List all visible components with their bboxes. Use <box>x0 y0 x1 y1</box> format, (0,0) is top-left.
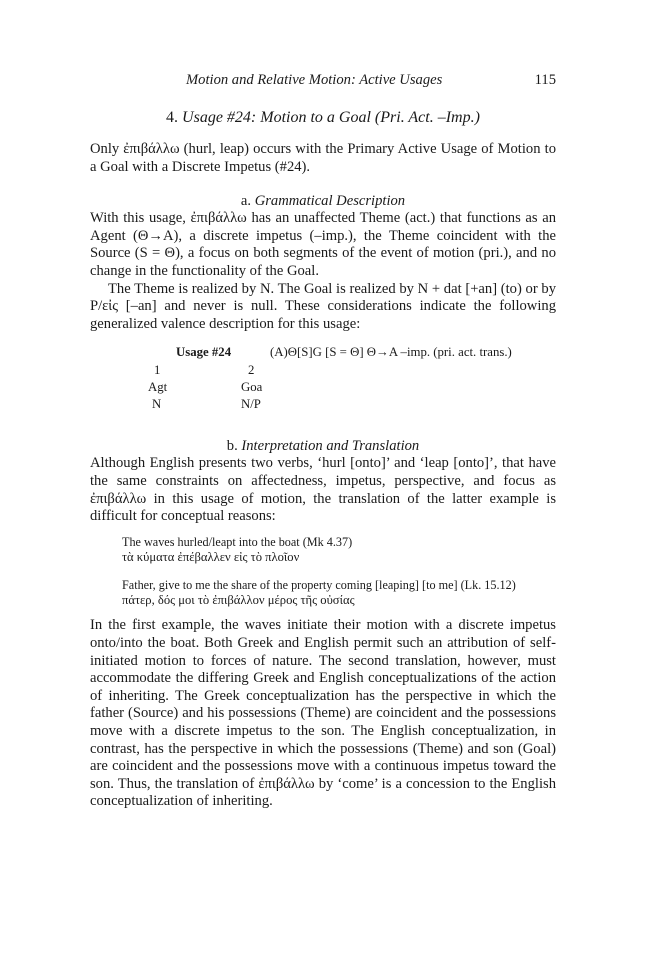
example-1 <box>122 535 556 566</box>
valence-col1-form: N <box>152 397 162 412</box>
example-1-greek: τὰ κύματα ἐπέβαλλεν εἰς τὸ πλοῖον <box>122 550 300 565</box>
page <box>90 72 556 811</box>
paragraph-a1: With this usage, ἐπιβάλλω has an unaffected Theme (act.) that functions as an Agent (Θ→A), a discrete impetus (–imp.), the Theme coincident with the Source (S = Θ), a focus on both segments of the event of motion (pri.), and no change in the functionality of the Goal. <box>90 210 556 279</box>
subheading-b-label: b. <box>226 438 238 455</box>
valence-formula: (A)Θ[S]G [S = Θ] Θ→A –imp. (pri. act. trans.) <box>270 345 512 360</box>
section-heading <box>90 109 556 131</box>
example-1-english: The waves hurled/leapt into the boat (Mk 4.37) <box>122 534 353 549</box>
section-title: Usage #24: Motion to a Goal (Pri. Act. –Imp.) <box>182 109 480 126</box>
running-header <box>90 72 556 94</box>
subheading-a <box>90 192 556 210</box>
subheading-b <box>90 437 556 455</box>
example-2-greek: πάτερ, δός μοι τὸ ἐπιβάλλον μέρος τῆς οὐσίας <box>122 592 355 607</box>
intro-paragraph: Only ἐπιβάλλω (hurl, leap) occurs with the Primary Active Usage of Motion to a Goal with a Discrete Impetus (#24). <box>90 141 556 175</box>
valence-col1-number: 1 <box>154 363 161 378</box>
paragraph-b2: In the first example, the waves initiate their motion with a discrete impetus onto/into the boat. Both Greek and English permit such an attribution of self-initiated motion to forces of nature. The second translation, however, must accommodate the differing Greek and English conceptualizations of the action of inheriting. The Greek conceptualization has the perspective in which the father (Source) and his possessions (Theme) are coincident and the possessions move with a discrete impetus to the son. The English conceptualization, in contrast, has the perspective in which the possessions (Theme) and son (Goal) are coincident and the possessions move with a continuous impetus toward the son. Thus, the translation of ἐπιβάλλω by ‘come’ is a concession to the English conceptualization of inheriting. <box>90 617 556 810</box>
valence-col2-role: Goa <box>241 380 263 395</box>
paragraph-a2: The Theme is realized by N. The Goal is realized by N + dat [+an] (to) or by P/εἰς [–an] and never is null. These considerations indicate the following generalized valence description for this usage: <box>90 280 556 332</box>
example-2 <box>122 578 556 609</box>
subheading-a-title: Grammatical Description <box>254 193 406 210</box>
section-number: 4. <box>166 109 179 126</box>
example-2-english: Father, give to me the share of the property coming [leaping] [to me] (Lk. 15.12) <box>122 577 516 592</box>
page-number: 115 <box>534 72 556 88</box>
subheading-a-label: a. <box>240 193 252 210</box>
valence-col2-number: 2 <box>248 363 255 378</box>
subheading-b-title: Interpretation and Translation <box>241 438 420 455</box>
valence-col1-role: Agt <box>148 380 168 395</box>
valence-description <box>90 345 556 415</box>
valence-usage: Usage #24 <box>176 345 232 360</box>
valence-col2-form: N/P <box>241 397 261 412</box>
paragraph-b1: Although English presents two verbs, ‘hurl [onto]’ and ‘leap [onto]’, that have the same constraints on affectedness, impetus, perspective, and focus as ἐπιβάλλω in this usage of motion, the translation of the latter example is difficult for conceptual reasons: <box>90 455 556 525</box>
running-title: Motion and Relative Motion: Active Usages <box>186 72 443 88</box>
